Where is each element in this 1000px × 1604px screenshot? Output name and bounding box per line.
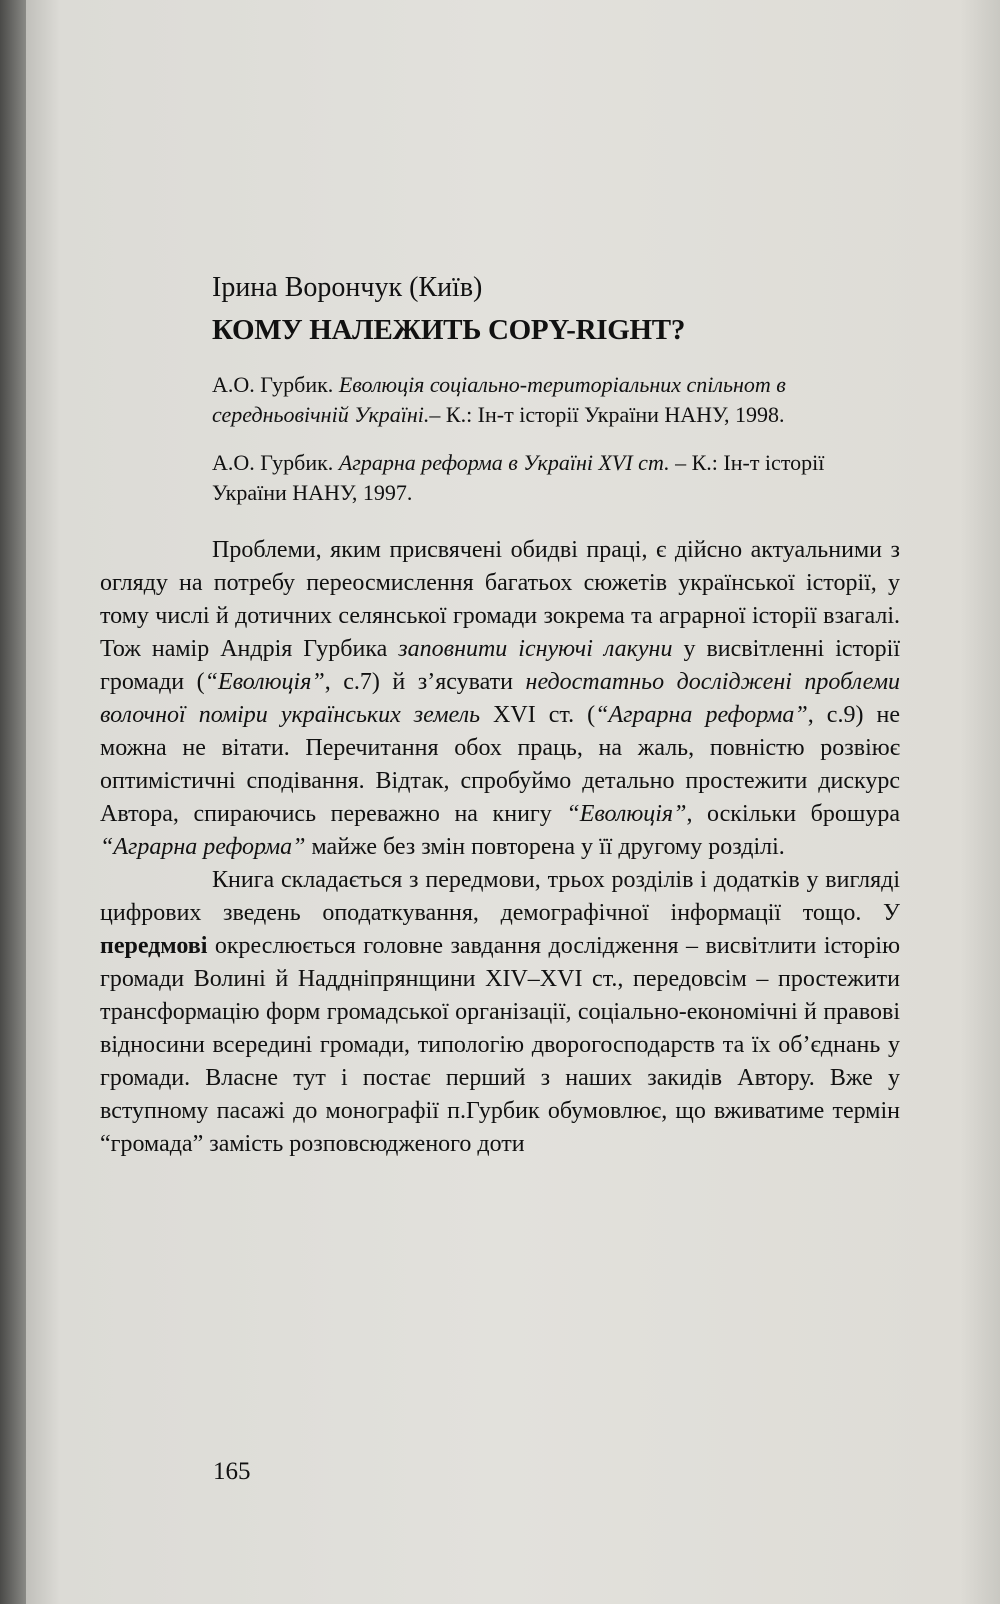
- italic-quote: заповнити існуючі лакуни: [398, 636, 673, 662]
- article-title: КОМУ НАЛЕЖИТЬ COPY-RIGHT?: [212, 314, 686, 346]
- book-spine-shadow: [0, 0, 26, 1604]
- italic-quote: “Еволюція”: [204, 669, 325, 695]
- reference-1: [212, 370, 882, 430]
- reference-title: Еволюція соціально-територіальних спільнот в середньовічній Україні.: [212, 372, 786, 427]
- reference-author: А.О. Гурбик.: [212, 450, 334, 475]
- text-run: майже без змін повторена у її другому розділі.: [305, 834, 785, 860]
- reference-imprint: – К.: Ін-т історії України НАНУ, 1998.: [429, 402, 785, 427]
- reference-2: [212, 448, 882, 508]
- paragraph-2: [100, 864, 900, 1161]
- article-author: Ірина Ворончук (Київ): [212, 272, 483, 303]
- reference-author: А.О. Гурбик.: [212, 372, 334, 397]
- body-text: [100, 534, 900, 1161]
- page-number: 165: [213, 1458, 251, 1485]
- text-run: у висвітленні історії громади (: [100, 636, 901, 695]
- article: [100, 270, 900, 1161]
- italic-quote: недостатньо досліджені проблеми волочної поміри українських земель: [100, 669, 901, 728]
- bold-term: передмові: [100, 933, 208, 959]
- text-run: окреслюється головне завдання дослідження – висвітлити історію громади Волині й Наддніпрянщини XIV–XVI ст., передовсім – простежити трансформацію форм громадської організації, соціально-економічні й правові відносини всередині громади, типологію дворогосподарств та їх об’єднань у громади. Власне тут і постає перший з наших закидів Автору. Вже у вступному пасажі до монографії п.Гурбик обумовлює, що вживатиме термін “громада” замість розповсюдженого доти: [100, 933, 900, 1157]
- text-run: , оскільки брошура: [686, 801, 900, 827]
- text-run: Книга складається з передмови, трьох розділів і додатків у вигляді цифрових зведень оподаткування, демографічної інформації тощо. У: [100, 867, 900, 926]
- text-run: , с.7) й з’ясувати: [324, 669, 526, 695]
- reference-title: Аграрна реформа в Україні XVI ст.: [338, 450, 670, 475]
- italic-quote: “Еволюція”: [566, 801, 687, 827]
- text-run: Проблеми, яким присвячені обидві праці, є дійсно актуальними з огляду на потребу переосмислення багатьох сюжетів української історії, у тому числі й дотичних селянської громади зокрема та аграрної історії взагалі. Тож намір Андрія Гурбика: [100, 537, 900, 662]
- italic-quote: “Аграрна реформа”: [595, 702, 808, 728]
- reference-imprint: – К.: Ін-т історії України НАНУ, 1997.: [212, 450, 825, 505]
- italic-quote: “Аграрна реформа”: [100, 834, 306, 860]
- paragraph-1: [100, 534, 900, 864]
- text-run: , с.9) не можна не вітати. Перечитання обох праць, на жаль, повністю розвіює оптимістичні сподівання. Відтак, спробуймо детально простежити дискурс Автора, спираючись переважно на книгу: [100, 702, 901, 827]
- text-run: XVI ст. (: [480, 702, 596, 728]
